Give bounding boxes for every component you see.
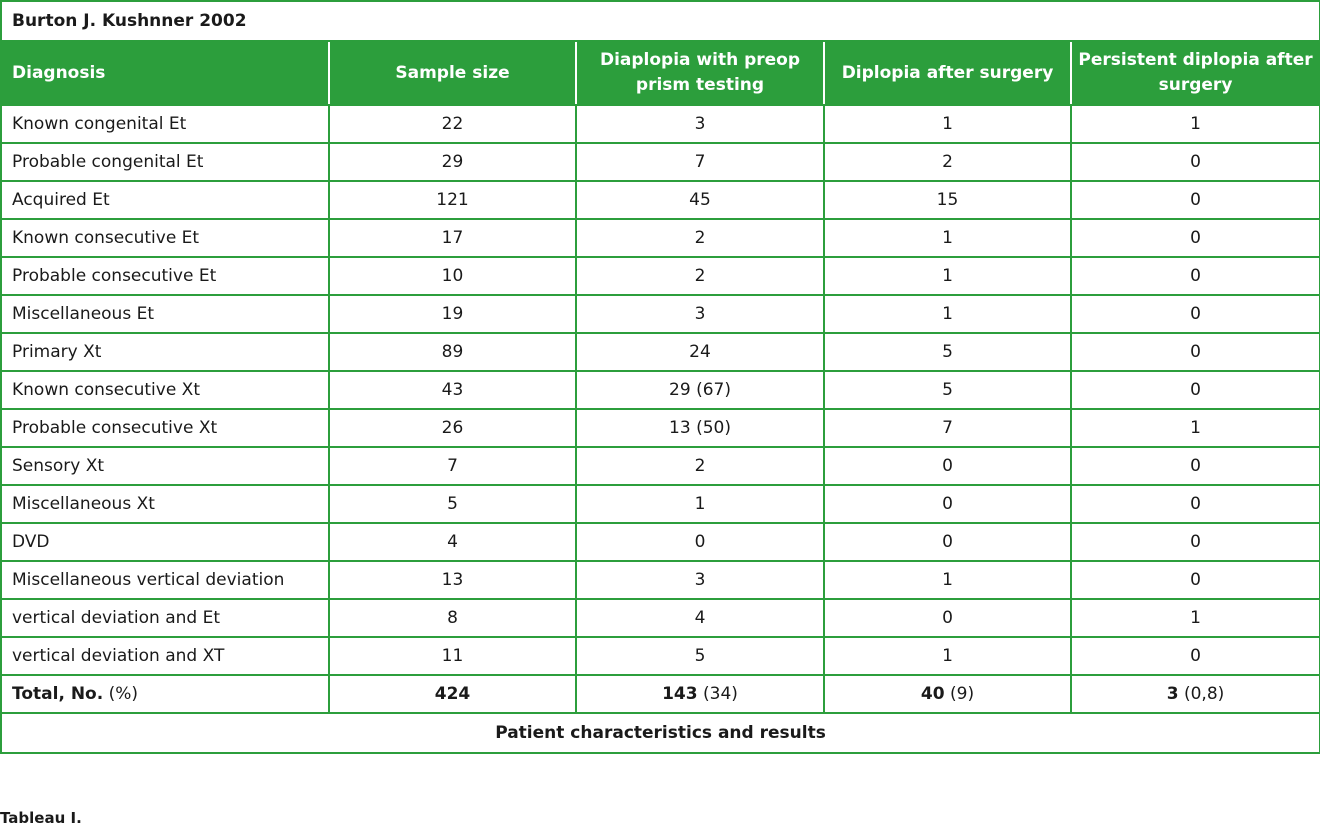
table-row xyxy=(1,599,1320,637)
table-row xyxy=(1,181,1320,219)
caption-row xyxy=(1,713,1320,753)
preop-prism-cell: 4 xyxy=(576,599,824,637)
table-row xyxy=(1,105,1320,143)
sample-size-cell: 13 xyxy=(329,561,576,599)
preop-prism-cell: 3 xyxy=(576,561,824,599)
diagnosis-cell: Known consecutive Xt xyxy=(1,371,329,409)
diagnosis-cell: Acquired Et xyxy=(1,181,329,219)
diagnosis-cell: Miscellaneous Et xyxy=(1,295,329,333)
persistent-diplopia-cell: 0 xyxy=(1071,257,1320,295)
diplopia-after-cell: 7 xyxy=(824,409,1071,447)
table-row xyxy=(1,333,1320,371)
column-header-persistent-diplopia: Persistent diplopia after surgery xyxy=(1071,41,1320,105)
total-preop-prism-cell xyxy=(576,675,824,713)
total-preop-prism-percent: (34) xyxy=(697,684,738,704)
diplopia-after-cell: 1 xyxy=(824,295,1071,333)
preop-prism-cell: 7 xyxy=(576,143,824,181)
diplopia-after-cell: 5 xyxy=(824,333,1071,371)
total-persistent-diplopia-percent: (0,8) xyxy=(1178,684,1225,704)
table-row xyxy=(1,219,1320,257)
diagnosis-cell: Miscellaneous vertical deviation xyxy=(1,561,329,599)
sample-size-cell: 8 xyxy=(329,599,576,637)
preop-prism-cell: 29 (67) xyxy=(576,371,824,409)
diplopia-after-cell: 1 xyxy=(824,257,1071,295)
preop-prism-cell: 3 xyxy=(576,295,824,333)
persistent-diplopia-cell: 0 xyxy=(1071,181,1320,219)
total-label: Total, No. xyxy=(12,684,104,704)
total-row xyxy=(1,675,1320,713)
diagnosis-cell: vertical deviation and XT xyxy=(1,637,329,675)
persistent-diplopia-cell: 0 xyxy=(1071,637,1320,675)
table-row xyxy=(1,447,1320,485)
title-row xyxy=(1,1,1320,41)
table-row xyxy=(1,523,1320,561)
sample-size-cell: 4 xyxy=(329,523,576,561)
diplopia-after-cell: 0 xyxy=(824,447,1071,485)
column-header-sample-size: Sample size xyxy=(329,41,576,105)
column-header-diagnosis: Diagnosis xyxy=(1,41,329,105)
sample-size-cell: 22 xyxy=(329,105,576,143)
diplopia-after-cell: 1 xyxy=(824,105,1071,143)
table-row xyxy=(1,143,1320,181)
total-preop-prism-value: 143 xyxy=(662,684,698,704)
sample-size-cell: 10 xyxy=(329,257,576,295)
preop-prism-cell: 2 xyxy=(576,219,824,257)
preop-prism-cell: 45 xyxy=(576,181,824,219)
preop-prism-cell: 2 xyxy=(576,447,824,485)
diplopia-after-cell: 1 xyxy=(824,561,1071,599)
persistent-diplopia-cell: 0 xyxy=(1071,371,1320,409)
preop-prism-cell: 2 xyxy=(576,257,824,295)
diplopia-after-cell: 2 xyxy=(824,143,1071,181)
header-row xyxy=(1,41,1320,105)
persistent-diplopia-cell: 0 xyxy=(1071,143,1320,181)
table-caption: Patient characteristics and results xyxy=(1,713,1320,753)
total-diplopia-after-percent: (9) xyxy=(944,684,975,704)
diagnosis-cell: Probable consecutive Et xyxy=(1,257,329,295)
sample-size-cell: 89 xyxy=(329,333,576,371)
preop-prism-cell: 3 xyxy=(576,105,824,143)
diagnosis-cell: Probable consecutive Xt xyxy=(1,409,329,447)
table-row xyxy=(1,485,1320,523)
preop-prism-cell: 13 (50) xyxy=(576,409,824,447)
sample-size-cell: 19 xyxy=(329,295,576,333)
table-row xyxy=(1,409,1320,447)
persistent-diplopia-cell: 0 xyxy=(1071,219,1320,257)
total-persistent-diplopia-cell xyxy=(1071,675,1320,713)
preop-prism-cell: 0 xyxy=(576,523,824,561)
sample-size-cell: 29 xyxy=(329,143,576,181)
column-header-diplopia-after: Diplopia after surgery xyxy=(824,41,1071,105)
diplopia-after-cell: 1 xyxy=(824,219,1071,257)
diplopia-after-cell: 5 xyxy=(824,371,1071,409)
total-label-cell xyxy=(1,675,329,713)
total-diplopia-after-value: 40 xyxy=(920,684,945,704)
persistent-diplopia-cell: 1 xyxy=(1071,409,1320,447)
total-sample-size: 424 xyxy=(434,684,471,704)
persistent-diplopia-cell: 0 xyxy=(1071,523,1320,561)
diagnosis-cell: Miscellaneous Xt xyxy=(1,485,329,523)
diplopia-after-cell: 15 xyxy=(824,181,1071,219)
diagnosis-cell: Known consecutive Et xyxy=(1,219,329,257)
persistent-diplopia-cell: 0 xyxy=(1071,447,1320,485)
table-row xyxy=(1,295,1320,333)
diagnosis-cell: Probable congenital Et xyxy=(1,143,329,181)
total-sample-size-cell xyxy=(329,675,576,713)
sample-size-cell: 43 xyxy=(329,371,576,409)
sample-size-cell: 11 xyxy=(329,637,576,675)
table-row xyxy=(1,561,1320,599)
total-label-unit: (%) xyxy=(103,684,139,704)
persistent-diplopia-cell: 1 xyxy=(1071,105,1320,143)
table-row xyxy=(1,637,1320,675)
persistent-diplopia-cell: 0 xyxy=(1071,561,1320,599)
table-row xyxy=(1,257,1320,295)
figure-label: Tableau I. xyxy=(0,809,82,827)
preop-prism-cell: 1 xyxy=(576,485,824,523)
persistent-diplopia-cell: 0 xyxy=(1071,295,1320,333)
diagnosis-cell: Primary Xt xyxy=(1,333,329,371)
table-title: Burton J. Kushnner 2002 xyxy=(1,1,1320,41)
table-row xyxy=(1,371,1320,409)
diplopia-after-cell: 0 xyxy=(824,523,1071,561)
persistent-diplopia-cell: 0 xyxy=(1071,333,1320,371)
diplopia-after-cell: 0 xyxy=(824,485,1071,523)
total-persistent-diplopia-value: 3 xyxy=(1166,684,1179,704)
diagnosis-cell: Known congenital Et xyxy=(1,105,329,143)
total-diplopia-after-cell xyxy=(824,675,1071,713)
diagnosis-cell: vertical deviation and Et xyxy=(1,599,329,637)
column-header-preop-prism: Diaplopia with preop prism testing xyxy=(576,41,824,105)
sample-size-cell: 7 xyxy=(329,447,576,485)
persistent-diplopia-cell: 1 xyxy=(1071,599,1320,637)
diplopia-after-cell: 1 xyxy=(824,637,1071,675)
preop-prism-cell: 24 xyxy=(576,333,824,371)
diagnosis-cell: Sensory Xt xyxy=(1,447,329,485)
sample-size-cell: 26 xyxy=(329,409,576,447)
sample-size-cell: 17 xyxy=(329,219,576,257)
sample-size-cell: 5 xyxy=(329,485,576,523)
persistent-diplopia-cell: 0 xyxy=(1071,485,1320,523)
diplopia-after-cell: 0 xyxy=(824,599,1071,637)
sample-size-cell: 121 xyxy=(329,181,576,219)
diagnosis-cell: DVD xyxy=(1,523,329,561)
preop-prism-cell: 5 xyxy=(576,637,824,675)
